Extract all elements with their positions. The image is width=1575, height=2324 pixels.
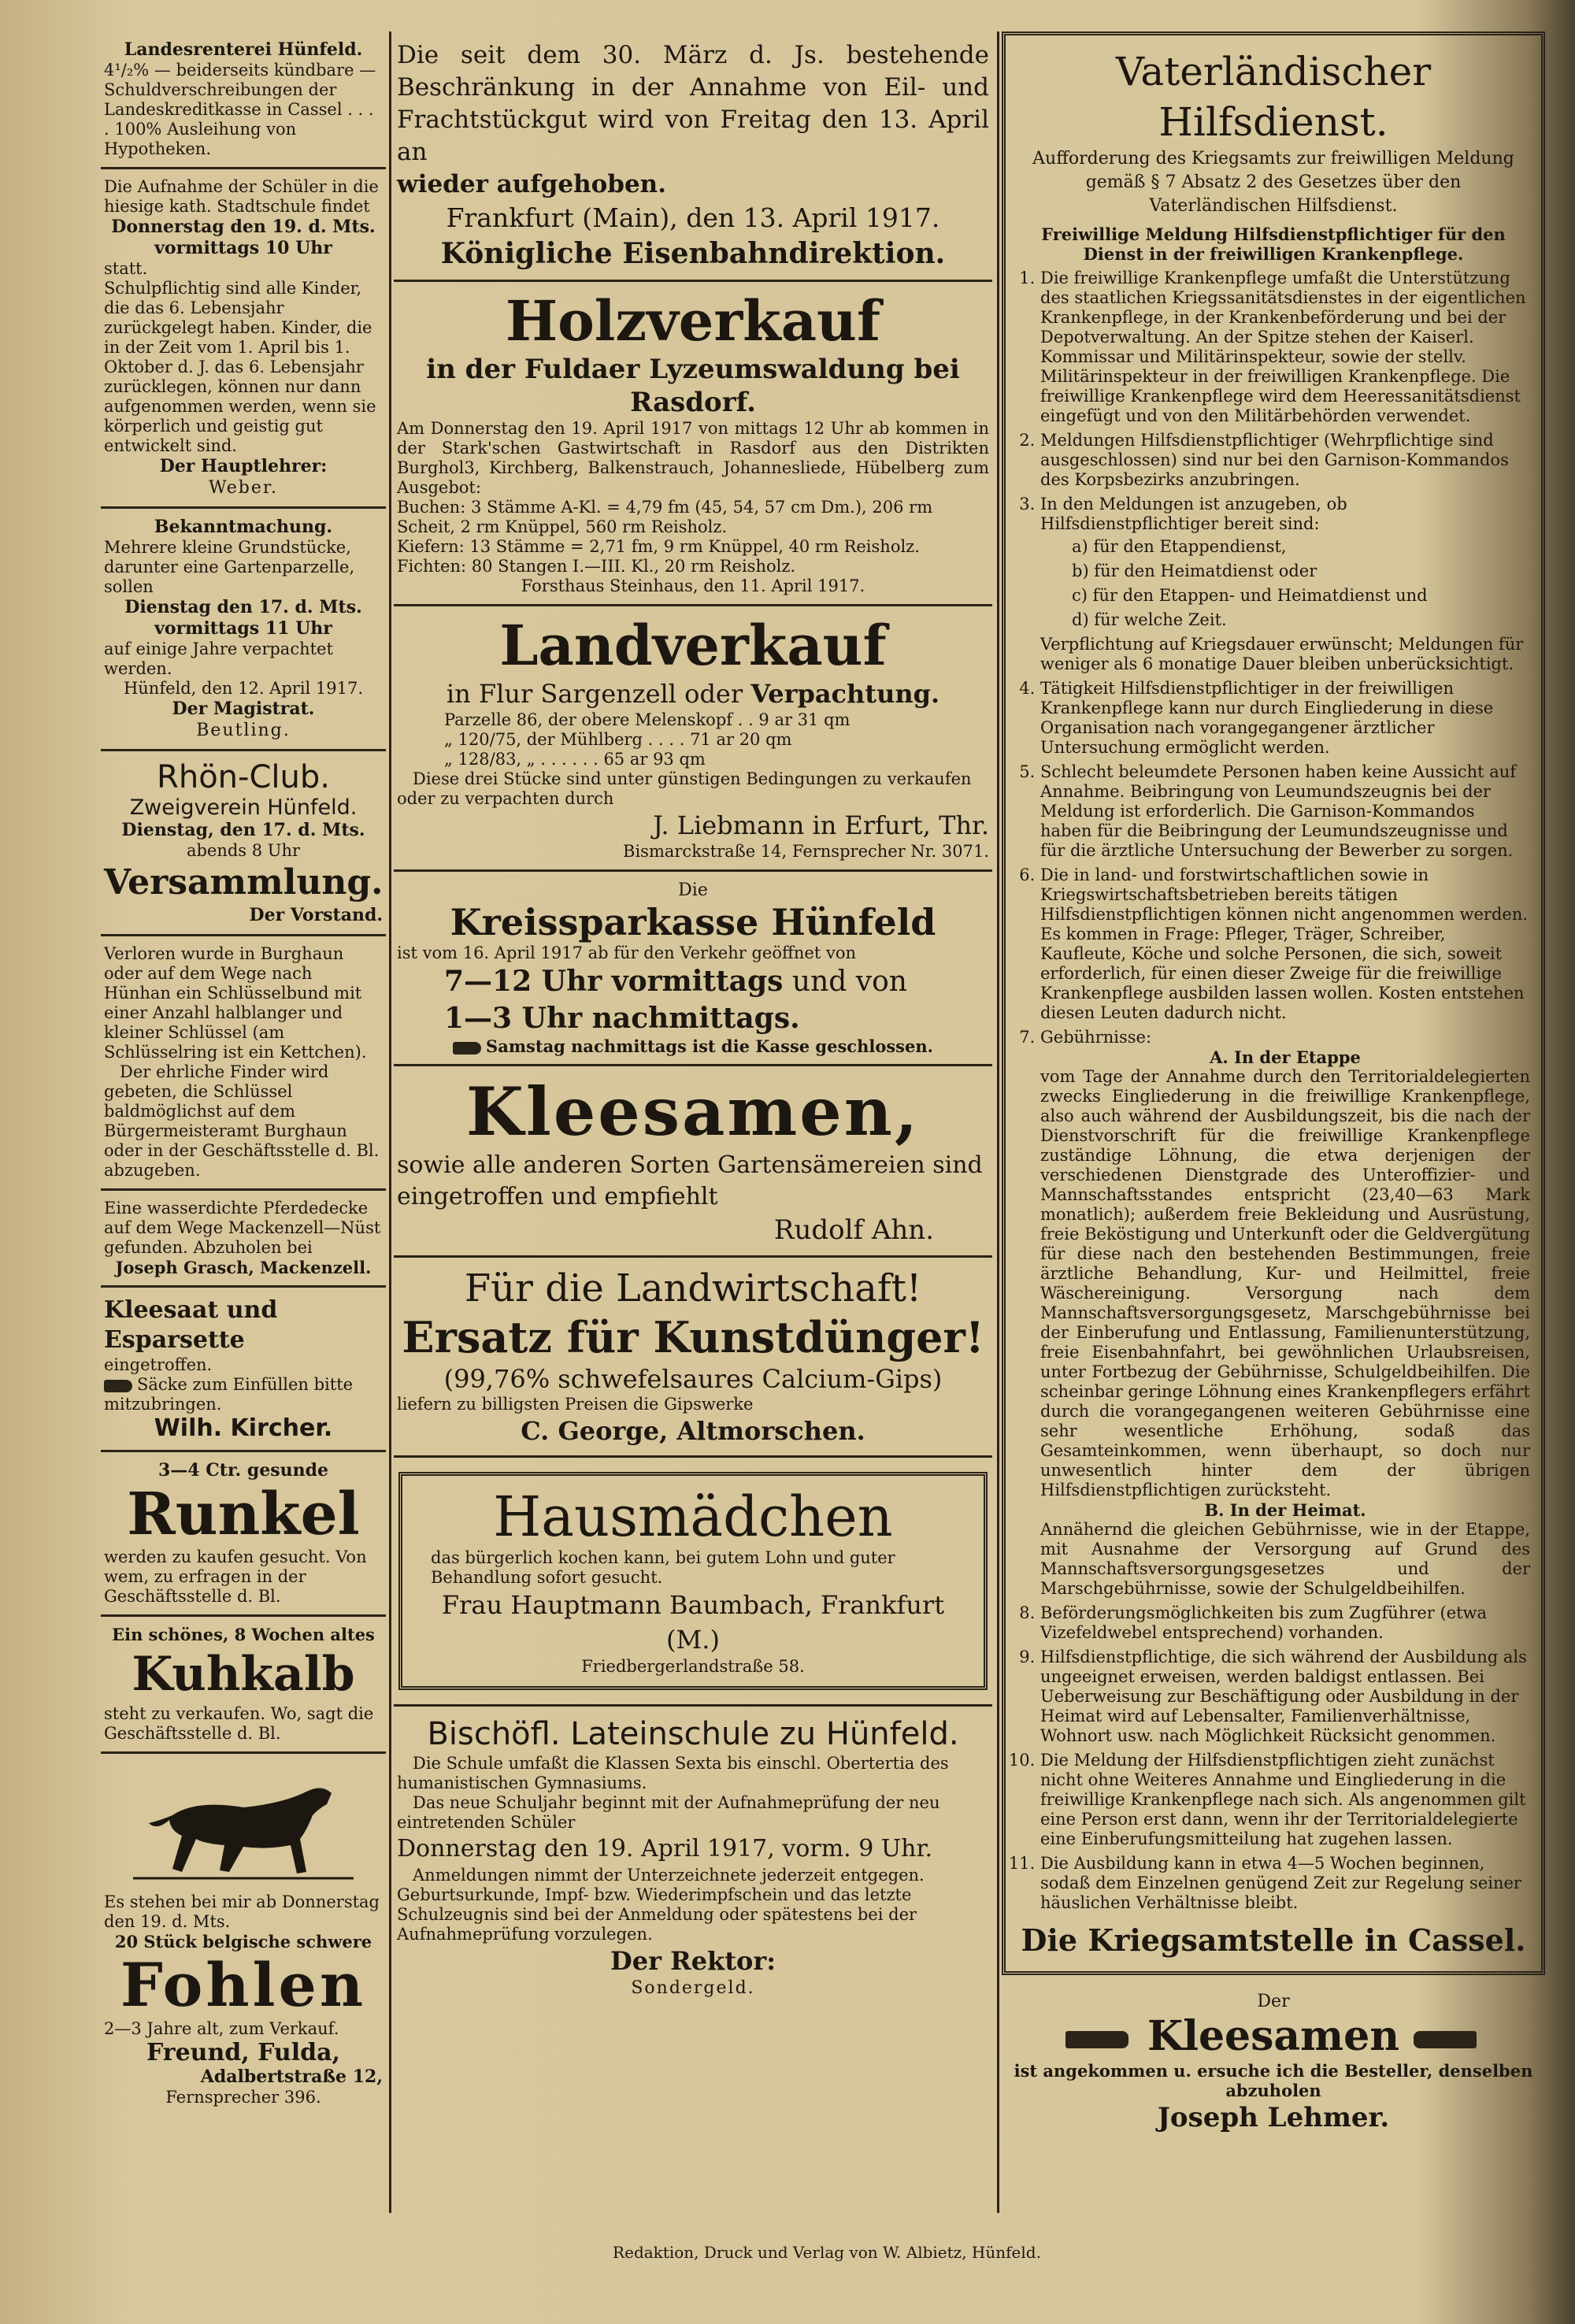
ad-lateinschule: [394, 1707, 992, 2007]
ad-body: 2—3 Jahre alt, zum Verkauf.: [104, 2019, 339, 2038]
ad-headline: Holzverkauf: [505, 288, 881, 354]
ad-hausmaedchen: [398, 1472, 988, 1690]
ad-body: Der ehrliche Finder wird gebeten, die Schlüssel baldmöglichst auf dem Bürgermeisteramt Burghaun oder in der Geschäftsstelle d. Bl. abzugeben.: [104, 1062, 380, 1180]
ad-landwirtschaft: [394, 1258, 992, 1458]
ad-signature: Forsthaus Steinhaus, den 11. April 1917.: [521, 576, 865, 595]
ad-signature-title: Der Hauptlehrer:: [159, 456, 328, 476]
ad-headline: Versammlung.: [104, 862, 384, 903]
ad-body: Verloren wurde in Burghaun oder auf dem Wege nach Hünhan ein Schlüsselbund mit einer Anzahl halblanger und kleiner Schlüssel (am Schlüsselring ist ein Kettchen).: [104, 944, 367, 1062]
ad-body: Die Schule umfaßt die Klassen Sexta bis einschl. Obertertia des humanistischen Gymnasiums.: [397, 1754, 949, 1792]
ad-lead: Die Aufnahme der Schüler in die hiesige kath. Stadtschule findet: [104, 177, 379, 216]
sub-item: b) für den Heimatdienst oder: [1072, 562, 1317, 580]
ad-signature: Freund, Fulda,: [146, 2039, 340, 2066]
ad-body: Das neue Schuljahr beginnt mit der Aufnahmeprüfung der neu eintretenden Schüler: [397, 1793, 940, 1832]
ad-bekanntmachung: [101, 509, 386, 751]
ad-headline: Kleesamen,: [465, 1073, 921, 1151]
ad-date: Dienstag den 17. d. Mts. vormittags 11 Uhr: [124, 597, 362, 639]
list-item: 6. Die in land- und forstwirtschaftlichen sowie in Kriegswirtschaftsbetrieben bereits tätigen Hilfsdienstpflichtigen können nicht angenommen werden. Es kommen in Frage: Pfleger, Träger, Schreiber, Kaufleute, Köche und solche Personen, die sich, soweit erforderlich, für einen dieser Zweige für die freiwillige Krankenpflege ausbilden lassen wollen. Kosten entstehen diesen Leuten dadurch nicht.: [1040, 865, 1530, 1023]
ad-address: Bismarckstraße 14, Fernsprecher Nr. 3071.: [623, 842, 989, 861]
ad-kleesaat: [101, 1288, 386, 1452]
ad-signature: Weber.: [208, 478, 279, 498]
ad-signature: Joseph Lehmer.: [1157, 2102, 1390, 2133]
ad-row: „ 120/75, der Mühlberg . . . . 71 ar 20 qm: [444, 730, 792, 749]
ad-body: Am Donnerstag den 19. April 1917 von mittags 12 Uhr ab kommen in der Stark'schen Gastwirtschaft in Rasdorf aus den Distrikten Burghol3, Kirchberg, Balkenstrauch, Johannesliede, Hübelberg zum Ausgebot:: [397, 419, 989, 497]
ad-subtitle: in der Fuldaer Lyzeumswaldung bei Rasdorf.: [426, 354, 960, 418]
ad-subtitle-bold: Verpachtung.: [750, 679, 940, 709]
list-item-text: vom Tage der Annahme durch den Territorialdelegierten zwecks Eingliederung in die freiwillige Krankenpflege, also auch während der Ausbildungszeit, bis die nach der Dienstvorschrift für die freiwillige Krankenpflege zuständige Löhnung, die etwa derjenigen der verschiedenen Dienstgrade des Unteroffizier- und Mannschaftsstandes entspricht (23,40—63 Mark monatlich); außerdem freie Bekleidung und Ausrüstung, freie Beköstigung und Unterkunft oder die Geldvergütung für diese nach den bestehenden Bestimmungen, freie ärztliche Behandlung, Kur- und Heilmittel, freie Wäschereinigung. Versorgung nach dem Mannschaftsversorgungsgesetz, Marschgebührnisse bei der Einberufung und Entlassung, Familienunterstützung, freie Eisenbahnfahrt, bei gewöhnlichen Urlaubsreisen, unter Fortbezug der Gebührnisse, Schulgeldbeihilfen. Die scheinbar geringe Löhnung eines Krankenpflegers erfährt durch die vorangegangenen weiteren Gebührnisse eine sehr wesentliche Erhöhung, sodaß das Gesamteinkommen, wenn überhaupt, so doch nur unwesentlich hinter dem der übrigen Hilfsdienstpflichtigen zurücksteht.: [1040, 1067, 1530, 1499]
list-item: 10. Die Meldung der Hilfsdienstpflichtigen zieht zunächst nicht ohne Weiteres Annahme und Eingliederung in die freiwillige Krankenpflege nach sich. Als angenommen gilt eine Person erst dann, wenn ihr der Territorialdelegierte eine Einberufungsmitteilung hat zugehen lassen.: [1040, 1751, 1530, 1849]
list-item: 11. Die Ausbildung kann in etwa 4—5 Wochen beginnen, sodaß dem Einzelnen genügend Zeit zur Regelung seiner häuslichen Verhältnisse bleibt.: [1040, 1854, 1530, 1913]
list-item: [1040, 495, 1530, 674]
ad-body: 4¹/₂% — beiderseits kündbare — Schuldverschreibungen der Landeskreditkasse in Cassel . . . . 100% Ausleihung von Hypotheken.: [104, 61, 376, 158]
ad-signature: Joseph Grasch, Mackenzell.: [115, 1258, 372, 1277]
pointing-hand-icon: [453, 1042, 481, 1055]
ad-phone: Fernsprecher 396.: [165, 2088, 321, 2107]
ad-place: Hünfeld, den 12. April 1917.: [123, 679, 364, 698]
ad-body: Anmeldungen nimmt der Unterzeichnete jederzeit entgegen. Geburtsurkunde, Impf- bzw. Wiederimpfschein und das letzte Schulzeugnis sind bei der Anmeldung oder spätestens bei der Aufnahmeprüfung vorzulegen.: [397, 1866, 925, 1944]
ad-signature-title: Der Rektor:: [610, 1946, 776, 1976]
ad-address: Friedbergerlandstraße 58.: [581, 1657, 805, 1676]
ad-hilfsdienst: [1002, 32, 1545, 1975]
ad-row: „ 128/83, „ . . . . . . 65 ar 93 qm: [444, 750, 706, 769]
list-item-text: In den Meldungen ist anzugeben, ob Hilfsdienstpflichtiger bereit sind:: [1040, 495, 1347, 533]
column-middle: [394, 32, 992, 2007]
pointing-hand-icon: [1414, 2031, 1477, 2048]
ad-list: [1017, 269, 1530, 1913]
ad-body: sowie alle anderen Sorten Gartensämereien sind eingetroffen und empfiehlt: [397, 1151, 983, 1210]
list-item: 9. Hilfsdienstpflichtige, die sich während der Ausbildung als ungeeignet erweisen, werden baldigst entlassen. Bei Ueberweisung zur Beschäftigung oder Ausbildung in der Heimat wird auf Lebensalter, Familienverhältnisse, Wohnort usw. nach Möglichkeit Rücksicht genommen.: [1040, 1648, 1530, 1746]
ad-eisenbahn: [394, 32, 992, 282]
list-item: [1040, 1028, 1530, 1599]
ad-lead: 3—4 Ctr. gesunde: [158, 1460, 328, 1481]
ad-signature: Der Vorstand.: [249, 905, 383, 925]
ad-body: das bürgerlich kochen kann, bei gutem Lohn und guter Behandlung sofort gesucht.: [431, 1548, 895, 1587]
ad-body: liefern zu billigsten Preisen die Gipswerke: [397, 1395, 754, 1414]
ad-signature: Wilh. Kircher.: [154, 1414, 333, 1442]
ad-signature: J. Liebmann in Erfurt, Thr.: [653, 810, 989, 840]
ad-subtitle: Zweigverein Hünfeld.: [129, 795, 358, 820]
ad-headline: Bischöfl. Lateinschule zu Hünfeld.: [427, 1716, 959, 1752]
ad-kleesamen-ahn: [394, 1066, 992, 1258]
ad-body: Die seit dem 30. März d. Js. bestehende Beschränkung in der Annahme von Eil- und Frachtstückgut wird von Freitag den 13. April an: [397, 41, 989, 166]
sub-item: a) für den Etappendienst,: [1072, 537, 1287, 556]
ad-kleesamen-lehmer: [1002, 1975, 1545, 2151]
ad-rhoen-club: [101, 751, 386, 936]
ad-subtitle: (99,76% schwefelsaures Calcium-Gips): [443, 1364, 943, 1394]
ad-body: ist angekommen u. ersuche ich die Besteller, denselben abzuholen: [1014, 2061, 1533, 2100]
ad-verloren: [101, 936, 386, 1191]
ad-kuhkalb: [101, 1617, 386, 1754]
ad-date: Dienstag, den 17. d. Mts.: [121, 820, 365, 840]
ad-intro: Aufforderung des Kriegsamts zur freiwilligen Meldung gemäß § 7 Absatz 2 des Gesetzes über den Vaterländischen Hilfsdienst.: [1032, 149, 1514, 216]
ad-headline: Runkel: [127, 1481, 360, 1548]
ad-runkel: [101, 1452, 386, 1617]
ad-landverkauf: [394, 606, 992, 872]
ad-address: Adalbertstraße 12,: [200, 2066, 383, 2087]
ad-line: Kiefern: 13 Stämme = 2,71 fm, 9 rm Knüppel, 40 rm Reisholz.: [397, 537, 920, 556]
ad-headline: Vaterländischer Hilfsdienst.: [1115, 49, 1432, 145]
ad-pferdedecke: [101, 1191, 386, 1288]
ad-signature: Königliche Eisenbahndirektion.: [440, 237, 946, 270]
ad-body: eingetroffen.: [104, 1355, 213, 1374]
ad-time: abends 8 Uhr: [186, 841, 301, 860]
ad-signature: Beutling.: [196, 721, 291, 740]
ad-headline: Landverkauf: [499, 613, 887, 678]
ad-headline: Ersatz für Kunstdünger!: [402, 1312, 984, 1362]
ad-signature: Rudolf Ahn.: [773, 1214, 934, 1246]
ad-title: Landesrenterei Hünfeld.: [124, 39, 363, 60]
ad-fohlen: [101, 1754, 386, 2115]
ad-line: Fichten: 80 Stangen I.—III. Kl., 20 rm Reisholz.: [397, 557, 796, 576]
list-item-text: Gebührnisse:: [1040, 1028, 1152, 1047]
ad-signature: Frau Hauptmann Baumbach, Frankfurt (M.): [441, 1590, 945, 1655]
ad-lead: Der: [1257, 1992, 1290, 2011]
ad-signature-title: Der Magistrat.: [172, 699, 315, 719]
ad-body: auf einige Jahre verpachtet werden.: [104, 639, 333, 678]
list-item-text: Annähernd die gleichen Gebührnisse, wie in der Etappe, mit Ausnahme der Versorgung auf Grund des Mannschaftsversorgungsgesetzes und der Marschgebührnisse, sowie der Schulgeldbeihilfen.: [1040, 1520, 1530, 1598]
ad-lead: Die: [678, 880, 708, 900]
ad-date: Donnerstag den 19. April 1917, vorm. 9 Uhr.: [397, 1835, 933, 1863]
ad-note: Samstag nachmittags ist die Kasse geschlossen.: [486, 1036, 933, 1056]
sub-item: d) für welche Zeit.: [1072, 610, 1227, 629]
ad-title: Rhön-Club.: [157, 759, 330, 795]
column-rule: [389, 32, 391, 2213]
ad-body: steht zu verkaufen. Wo, sagt die Geschäftsstelle d. Bl.: [104, 1704, 374, 1743]
imprint-footer: Redaktion, Druck und Verlag von W. Albietz, Hünfeld.: [613, 2243, 1041, 2262]
ad-headline: Kleesamen: [1147, 2012, 1399, 2060]
sub-list: [1072, 537, 1530, 630]
list-item: 1. Die freiwillige Krankenpflege umfaßt die Unterstützung des staatlichen Kriegssanitätsdienstes in der eigentlichen Krankenpflege, in der Krankenbeförderung und bei der Depotverwaltung. An der Spitze stehen der Kaiserl. Kommissar und Militärinspekteur, sowie der stellv. Militärinspekteur in der freiwilligen Krankenpflege. Die freiwillige Krankenpflege wird dem Heeressanitätsdienst eingefügt und von den Militärbehörden verwendet.: [1040, 269, 1530, 426]
ad-subtitle: in Flur Sargenzell oder: [446, 679, 743, 709]
ad-line: Buchen: 3 Stämme A-Kl. = 4,79 fm (45, 54, 57 cm Dm.), 206 rm Scheit, 2 rm Knüppel, 560 rm Reisholz.: [397, 498, 933, 536]
ad-signature: Sondergeld.: [631, 1978, 755, 1998]
list-subhead: A. In der Etappe: [1210, 1047, 1361, 1067]
ad-lead: 20 Stück belgische schwere: [114, 1932, 372, 1951]
ad-hausmaedchen-wrap: [394, 1458, 992, 1707]
ad-bold: wieder aufgehoben.: [397, 170, 667, 198]
ad-headline: Hausmädchen: [493, 1484, 893, 1549]
ad-holzverkauf: [394, 282, 992, 606]
ad-place: Frankfurt (Main), den 13. April 1917.: [446, 202, 940, 233]
ad-time-join: und von: [791, 966, 907, 998]
ad-signature: Die Kriegsamtstelle in Cassel.: [1021, 1922, 1526, 1958]
ad-time: 1—3 Uhr nachmittags.: [444, 1002, 800, 1035]
ad-subtitle: Freiwillige Meldung Hilfsdienstpflichtiger für den Dienst in der freiwilligen Krankenpflege.: [1041, 224, 1506, 264]
ad-headline: Für die Landwirtschaft!: [464, 1266, 922, 1310]
ad-body: werden zu kaufen gesucht. Von wem, zu erfragen in der Geschäftsstelle d. Bl.: [104, 1547, 367, 1606]
ad-headline: Fohlen: [120, 1950, 367, 2020]
ad-body: Mehrere kleine Grundstücke, darunter eine Gartenparzelle, sollen: [104, 538, 355, 596]
ad-statt: statt.: [104, 259, 148, 278]
ad-kreissparkasse: [394, 872, 992, 1066]
ad-time: 7—12 Uhr vormittags: [444, 965, 784, 998]
column-left: [101, 32, 386, 2115]
column-rule: [997, 32, 999, 2213]
ad-signature: C. George, Altmorschen.: [521, 1416, 865, 1446]
list-item-text: Verpflichtung auf Kriegsdauer erwünscht; Meldungen für weniger als 6 monatige Dauer bleiben unberücksichtigt.: [1040, 635, 1524, 673]
list-item: 4. Tätigkeit Hilfsdienstpflichtiger in der freiwilligen Krankenpflege kann nur durch Eingliederung in diese Organisation nach vorangegangener ärztlicher Untersuchung ermöglicht werden.: [1040, 679, 1530, 758]
ad-body: Es stehen bei mir ab Donnerstag den 19. d. Mts.: [104, 1892, 380, 1931]
ad-lead: Ein schönes, 8 Wochen altes: [112, 1625, 375, 1644]
ad-school-admission: [101, 169, 386, 509]
list-item: 2. Meldungen Hilfsdienstpflichtiger (Wehrpflichtige sind ausgeschlossen) sind nur bei den Garnison-Kommandos des Korpsbezirks anzubringen.: [1040, 431, 1530, 490]
ad-landesrenterei: [101, 32, 386, 169]
ad-headline: Kuhkalb: [132, 1647, 355, 1702]
pointing-hand-icon: [1065, 2031, 1128, 2048]
ad-body: ist vom 16. April 1917 ab für den Verkehr geöffnet von: [397, 943, 856, 962]
column-right: [1002, 32, 1545, 2151]
list-item: 8. Beförderungsmöglichkeiten bis zum Zugführer (etwa Vizefeldwebel entsprechend) vorhanden.: [1040, 1603, 1530, 1643]
ad-headline: Kleesaat und Esparsette: [104, 1296, 278, 1354]
ad-title: Bekanntmachung.: [154, 517, 333, 537]
ad-body: Schulpflichtig sind alle Kinder, die das 6. Lebensjahr zurückgelegt haben. Kinder, die in der Zeit vom 1. April bis 1. Oktober d. J. das 6. Lebensjahr zurücklegen, können nur dann aufgenommen werden, wenn sie körperlich und geistig gut entwickelt sind.: [104, 279, 376, 455]
pointing-hand-icon: [104, 1380, 132, 1392]
ad-row: Parzelle 86, der obere Melenskopf . . 9 ar 31 qm: [444, 710, 850, 729]
horse-illustration: [125, 1768, 361, 1886]
ad-date: Donnerstag den 19. d. Mts. vormittags 10 Uhr: [111, 217, 376, 258]
sub-item: c) für den Etappen- und Heimatdienst und: [1072, 586, 1428, 605]
ad-note: Säcke zum Einfüllen bitte mitzubringen.: [104, 1375, 354, 1414]
ad-body: Diese drei Stücke sind unter günstigen Bedingungen zu verkaufen oder zu verpachten durch: [397, 769, 972, 808]
list-subhead: B. In der Heimat.: [1204, 1500, 1366, 1520]
ad-headline: Kreissparkasse Hünfeld: [450, 901, 936, 943]
list-item: 5. Schlecht beleumdete Personen haben keine Aussicht auf Annahme. Beibringung von Leumundszeugnis bei der Meldung ist erforderlich. Die Garnison-Kommandos haben für die Beibringung der Leumundszeugnisse und für die ärztliche Untersuchung der Bewerber zu sorgen.: [1040, 762, 1530, 861]
ad-body: Eine wasserdichte Pferdedecke auf dem Wege Mackenzell—Nüst gefunden. Abzuholen bei: [104, 1199, 381, 1257]
